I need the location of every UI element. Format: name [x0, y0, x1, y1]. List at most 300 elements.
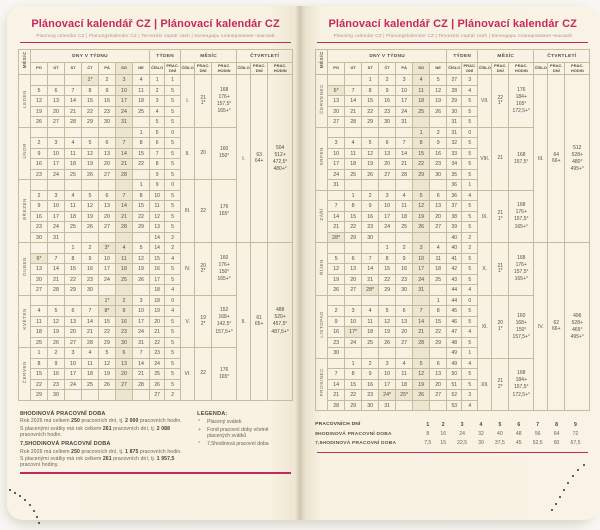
- day-cell: 8: [82, 85, 99, 96]
- day-cell: 6: [430, 358, 447, 369]
- day-cell: 2: [48, 348, 65, 359]
- day-cell: 22: [133, 159, 150, 170]
- day-cell: 11: [362, 316, 379, 327]
- day-cell: [65, 180, 82, 191]
- day-cell: 22: [362, 106, 379, 117]
- week-workdays: 5: [165, 316, 181, 327]
- day-cell: 21: [116, 211, 133, 222]
- workdays-hours-table: [315, 420, 587, 448]
- day-cell: 18: [345, 159, 362, 170]
- day-cell: 6: [99, 138, 116, 149]
- day-cell: 2: [99, 75, 116, 86]
- week-number: 9: [150, 180, 165, 191]
- week-workdays: 0: [462, 295, 478, 306]
- week-number: 3: [150, 96, 165, 107]
- week-workdays: 4: [462, 85, 478, 96]
- week-number: 27: [150, 390, 165, 401]
- day-cell: 17: [328, 159, 345, 170]
- day-cell: 24: [133, 327, 150, 338]
- day-cell: 29: [133, 222, 150, 233]
- day-cell: 12: [413, 369, 430, 380]
- day-cell: 24: [99, 274, 116, 285]
- day-cell: 26: [379, 337, 396, 348]
- footer-rule-right: [317, 452, 588, 453]
- day-cell: 31: [133, 337, 150, 348]
- day-cell: 3: [396, 75, 413, 86]
- day-cell: 16: [362, 379, 379, 390]
- day-cell: 16: [31, 211, 48, 222]
- day-cell: 2: [31, 138, 48, 149]
- day-cell: [396, 232, 413, 243]
- day-cell: 5: [379, 306, 396, 317]
- month-number: IX.: [478, 190, 492, 243]
- day-cell: 9: [82, 253, 99, 264]
- title-rule: [20, 42, 291, 43]
- legend-symbol: +: [198, 426, 202, 433]
- day-cell: [48, 75, 65, 86]
- day-cell: [82, 180, 99, 191]
- week-workdays: 5: [165, 159, 181, 170]
- day-cell: [31, 295, 48, 306]
- week-number: 48: [447, 337, 462, 348]
- day-cell: 17*: [345, 327, 362, 338]
- day-cell: 11: [413, 85, 430, 96]
- workdays-row-label: PRACOVNÍCH DNÍ: [315, 422, 361, 428]
- day-cell: [48, 243, 65, 254]
- day-cell: 3: [48, 138, 65, 149]
- day-cell: 7: [48, 253, 65, 264]
- day-cell: 3: [379, 190, 396, 201]
- day-cell: 16: [116, 316, 133, 327]
- day-cell: 4: [396, 190, 413, 201]
- day-cell: 6: [396, 306, 413, 317]
- day-cell: 7: [116, 190, 133, 201]
- month-hours: 160 176+ 150° 165+°: [212, 243, 237, 296]
- page-subtitle: Planning calendar CZ | Planungskalender CZ | Tervezési naptár cseh | Календарь планирования чешский: [333, 32, 572, 38]
- page-title: Plánovací kalendář CZ | Plánovací kalendár CZ: [328, 18, 577, 30]
- month-hours: 176 184+ 165° 172,5+°: [509, 75, 534, 128]
- day-cell: 6: [99, 190, 116, 201]
- month-workdays: 21 1*: [492, 190, 509, 243]
- workdays-value: 37,5: [494, 440, 505, 447]
- day-cell: 25: [133, 106, 150, 117]
- day-cell: 1: [430, 295, 447, 306]
- sub-header: ČÍSLO: [181, 63, 195, 75]
- day-cell: 29: [362, 117, 379, 128]
- day-cell: 31: [116, 117, 133, 128]
- day-cell: [328, 243, 345, 254]
- day-cell: [379, 348, 396, 359]
- day-cell: 11: [65, 201, 82, 212]
- week-number: 6: [150, 138, 165, 149]
- month-hours: 176 165°: [212, 180, 237, 243]
- quarter-number: II.: [237, 243, 251, 401]
- week-group-header: TÝDEN: [447, 50, 478, 63]
- workdays-value: 5: [498, 421, 502, 428]
- day-cell: 20: [31, 274, 48, 285]
- day-cell: 29: [65, 285, 82, 296]
- day-cell: 24: [328, 169, 345, 180]
- day-cell: 26: [99, 379, 116, 390]
- week-workdays: 4: [462, 190, 478, 201]
- day-name-header: SO: [413, 63, 430, 75]
- summary-block: [20, 411, 192, 438]
- day-cell: [430, 400, 447, 411]
- day-cell: 15: [31, 369, 48, 380]
- month-group-header: MĚSÍC: [478, 50, 534, 63]
- day-cell: 25: [116, 274, 133, 285]
- day-cell: 4: [345, 138, 362, 149]
- day-cell: 6*: [328, 85, 345, 96]
- day-cell: [413, 117, 430, 128]
- day-cell: 25: [413, 106, 430, 117]
- day-cell: [345, 127, 362, 138]
- day-cell: 2: [328, 306, 345, 317]
- week-number: 52: [447, 390, 462, 401]
- legend-items: [197, 419, 291, 448]
- day-cell: 14: [396, 148, 413, 159]
- day-cell: 14: [116, 201, 133, 212]
- week-workdays: 5: [165, 148, 181, 159]
- day-cell: 29: [379, 285, 396, 296]
- legend-item: [197, 419, 291, 425]
- day-cell: [345, 180, 362, 191]
- day-name-header: NE: [430, 63, 447, 75]
- sub-header: PRAC. HODIN: [565, 63, 590, 75]
- day-cell: 24: [345, 337, 362, 348]
- day-cell: 19: [328, 274, 345, 285]
- day-cell: 19: [133, 264, 150, 275]
- week-number: 51: [447, 379, 462, 390]
- workdays-value: 15: [440, 440, 447, 447]
- day-cell: 8*: [99, 306, 116, 317]
- day-cell: 27: [65, 337, 82, 348]
- day-cell: 27: [430, 222, 447, 233]
- month-number: VI.: [181, 348, 195, 401]
- legend-item: [197, 441, 291, 447]
- workdays-value: 16: [440, 431, 447, 438]
- week-number: 13: [150, 222, 165, 233]
- week-number: 31: [447, 117, 462, 128]
- day-cell: 17: [379, 379, 396, 390]
- day-cell: 19: [413, 379, 430, 390]
- day-cell: [413, 232, 430, 243]
- work-hours-summary: [20, 408, 197, 468]
- month-workdays: 22 1*: [492, 75, 509, 128]
- day-cell: 26: [328, 285, 345, 296]
- day-cell: 30: [99, 117, 116, 128]
- week-number: 26: [150, 379, 165, 390]
- day-cell: 5: [413, 190, 430, 201]
- week-workdays: 4: [165, 306, 181, 317]
- day-cell: 4: [362, 306, 379, 317]
- week-workdays: 5: [165, 211, 181, 222]
- day-cell: [82, 127, 99, 138]
- day-cell: 3: [48, 190, 65, 201]
- day-cell: 6: [116, 348, 133, 359]
- day-cell: 12: [99, 358, 116, 369]
- day-cell: 27: [99, 169, 116, 180]
- sub-header: ČÍSLO: [150, 63, 165, 75]
- day-cell: 21: [82, 327, 99, 338]
- day-cell: 27: [345, 285, 362, 296]
- day-name-header: ST: [65, 63, 82, 75]
- day-cell: 21: [116, 159, 133, 170]
- day-cell: 25: [396, 222, 413, 233]
- day-cell: 18: [362, 327, 379, 338]
- day-cell: 10: [379, 369, 396, 380]
- day-name-header: PO: [328, 63, 345, 75]
- week-workdays: 5: [165, 358, 181, 369]
- day-cell: 19: [430, 96, 447, 107]
- day-cell: 16: [379, 96, 396, 107]
- week-workdays: 5: [165, 96, 181, 107]
- month-hours: 168 176+ 157,5° 165+°: [212, 75, 237, 128]
- month-column-header: MĚSÍC: [19, 50, 31, 75]
- day-cell: 21: [65, 106, 82, 117]
- week-number: 37: [447, 201, 462, 212]
- day-cell: 10: [65, 358, 82, 369]
- day-cell: 28: [116, 222, 133, 233]
- workdays-value: 72: [572, 431, 579, 438]
- day-cell: 7: [82, 306, 99, 317]
- day-name-header: ČT: [82, 63, 99, 75]
- sub-header: ČÍSLO: [534, 63, 548, 75]
- day-cell: [99, 180, 116, 191]
- month-number: I.: [181, 75, 195, 128]
- footer-rule-left: [20, 472, 291, 473]
- day-cell: [65, 127, 82, 138]
- day-cell: 18: [396, 211, 413, 222]
- week-workdays: 0: [462, 127, 478, 138]
- day-name-header: PÁ: [396, 63, 413, 75]
- day-cell: 1*: [82, 75, 99, 86]
- week-number: 40: [447, 243, 462, 254]
- week-workdays: 5: [165, 379, 181, 390]
- day-cell: 22: [345, 390, 362, 401]
- month-workdays: 21 1*: [492, 243, 509, 296]
- left-footer: [18, 408, 293, 468]
- day-cell: 12: [133, 253, 150, 264]
- week-number: 14: [150, 243, 165, 254]
- day-cell: 21: [328, 222, 345, 233]
- day-cell: 30: [396, 285, 413, 296]
- day-cell: 18: [116, 264, 133, 275]
- month-name: ČERVENEC: [316, 75, 328, 128]
- month-hours: 168 184+ 157,5° 172,5+°: [509, 358, 534, 411]
- week-workdays: 5: [165, 106, 181, 117]
- quarter-hours: 504 512+ 472,5° 480+°: [268, 75, 293, 243]
- week-workdays: 5: [165, 264, 181, 275]
- calendar-table-jul-dec: [315, 49, 590, 411]
- day-cell: 23: [396, 274, 413, 285]
- sub-header: PRAC. HODIN: [268, 63, 293, 75]
- day-cell: 30: [31, 232, 48, 243]
- month-hours: 168 157,5°: [509, 127, 534, 190]
- day-cell: 14: [133, 358, 150, 369]
- day-cell: 3*: [99, 243, 116, 254]
- day-cell: 14: [82, 316, 99, 327]
- day-cell: [430, 180, 447, 191]
- day-cell: 4: [65, 138, 82, 149]
- day-cell: 19: [362, 159, 379, 170]
- day-cell: [413, 180, 430, 191]
- day-cell: 15: [345, 379, 362, 390]
- week-workdays: 5: [462, 316, 478, 327]
- day-cell: 20: [379, 159, 396, 170]
- day-cell: [396, 127, 413, 138]
- day-cell: [430, 348, 447, 359]
- week-number: 49: [447, 348, 462, 359]
- day-cell: 12: [48, 316, 65, 327]
- sub-header: PRAC. DNÍ: [548, 63, 565, 75]
- day-cell: 13: [99, 148, 116, 159]
- day-cell: 21: [48, 274, 65, 285]
- day-cell: 2: [362, 190, 379, 201]
- month-workdays: 20: [195, 127, 212, 180]
- day-cell: 2: [396, 243, 413, 254]
- day-cell: [65, 390, 82, 401]
- week-workdays: 2: [165, 232, 181, 243]
- day-cell: 8: [31, 358, 48, 369]
- sub-header: PRAC. DNÍ: [166, 63, 179, 73]
- day-cell: 5: [362, 138, 379, 149]
- day-cell: 14: [65, 96, 82, 107]
- day-cell: 17: [48, 211, 65, 222]
- day-cell: 3: [328, 138, 345, 149]
- day-cell: 10: [116, 85, 133, 96]
- day-cell: 2: [430, 127, 447, 138]
- week-workdays: 2: [462, 232, 478, 243]
- day-cell: 30: [116, 337, 133, 348]
- day-name-header: ÚT: [48, 63, 65, 75]
- day-cell: 8: [345, 201, 362, 212]
- month-name: SRPEN: [316, 127, 328, 190]
- month-name: PROSINEC: [316, 358, 328, 411]
- day-cell: 1: [31, 348, 48, 359]
- week-workdays: 5: [462, 369, 478, 380]
- day-cell: [31, 180, 48, 191]
- day-cell: 29: [430, 337, 447, 348]
- workdays-table-row: [315, 430, 587, 439]
- day-cell: 31: [328, 180, 345, 191]
- day-cell: [362, 295, 379, 306]
- day-cell: 23: [48, 379, 65, 390]
- week-number: 35: [447, 169, 462, 180]
- day-cell: 22: [65, 274, 82, 285]
- day-cell: 28: [133, 379, 150, 390]
- month-workdays: 20 2*: [195, 243, 212, 296]
- workdays-value: 56: [534, 431, 541, 438]
- month-name: DUBEN: [19, 243, 31, 296]
- legend-symbol: *: [198, 418, 201, 425]
- week-workdays: 5: [165, 327, 181, 338]
- week-number: 28: [447, 85, 462, 96]
- day-cell: [116, 390, 133, 401]
- day-cell: 12: [31, 96, 48, 107]
- week-workdays: 2: [165, 243, 181, 254]
- month-workdays: 20 1*: [492, 295, 509, 358]
- page-title: Plánovací kalendář CZ | Plánovací kalendár CZ: [31, 18, 280, 30]
- day-cell: 17: [99, 264, 116, 275]
- day-cell: 26: [413, 390, 430, 401]
- day-cell: 12: [430, 85, 447, 96]
- day-cell: 4: [82, 348, 99, 359]
- month-column-header: MĚSÍC: [316, 50, 328, 75]
- day-cell: 27: [379, 169, 396, 180]
- day-cell: 21: [413, 327, 430, 338]
- day-cell: 5: [48, 306, 65, 317]
- week-number: 29: [447, 96, 462, 107]
- day-cell: 2: [31, 190, 48, 201]
- day-cell: 18: [65, 211, 82, 222]
- workdays-row-label: 7,5HODINOVÁ PRACOVNÍ DOBA: [315, 440, 397, 446]
- week-number: 5: [150, 127, 165, 138]
- day-cell: 25: [345, 169, 362, 180]
- day-cell: 30: [430, 169, 447, 180]
- day-cell: 16: [362, 211, 379, 222]
- day-cell: 13: [31, 264, 48, 275]
- day-cell: 26: [82, 222, 99, 233]
- day-cell: 23: [362, 222, 379, 233]
- week-number: 17: [150, 274, 165, 285]
- day-cell: 12: [328, 264, 345, 275]
- quarter-workdays: 63 64+: [251, 75, 268, 243]
- legend-title: LEGENDA:: [197, 410, 228, 417]
- day-cell: 25: [362, 337, 379, 348]
- week-workdays: 5: [462, 211, 478, 222]
- day-cell: 4: [31, 306, 48, 317]
- day-cell: 22: [430, 327, 447, 338]
- sub-header: ČÍSLO: [447, 63, 462, 75]
- day-cell: 6: [65, 306, 82, 317]
- week-number: 33: [447, 148, 462, 159]
- month-number: VIII.: [478, 127, 492, 190]
- day-cell: 3: [345, 306, 362, 317]
- quarter-hours: 488 520+ 457,5° 487,5+°: [268, 243, 293, 401]
- day-cell: [396, 180, 413, 191]
- day-cell: 16: [82, 264, 99, 275]
- day-cell: 5: [82, 190, 99, 201]
- week-number: 27: [447, 75, 462, 86]
- week-workdays: 5: [165, 369, 181, 380]
- day-cell: 1: [413, 127, 430, 138]
- day-cell: [99, 390, 116, 401]
- summary-line: S placenými svátky má rok celkem 261 pracovních dní, tj. 2 088 pracovních hodin.: [20, 426, 171, 439]
- day-cell: [379, 127, 396, 138]
- day-cell: 28: [396, 169, 413, 180]
- day-cell: 15: [345, 211, 362, 222]
- quarter-group-header: ČTVRTLETÍ: [237, 50, 293, 63]
- day-cell: 19: [48, 327, 65, 338]
- day-cell: 27: [328, 117, 345, 128]
- day-cell: 15: [362, 96, 379, 107]
- week-number: 30: [447, 106, 462, 117]
- day-cell: 18: [413, 96, 430, 107]
- day-cell: [413, 400, 430, 411]
- day-name-header: PO: [31, 63, 48, 75]
- day-cell: 10: [379, 201, 396, 212]
- day-cell: 22: [379, 274, 396, 285]
- day-cell: 16: [396, 264, 413, 275]
- day-cell: 1: [345, 190, 362, 201]
- day-cell: 29: [345, 232, 362, 243]
- day-cell: 30: [379, 117, 396, 128]
- day-cell: [133, 390, 150, 401]
- week-number: 8: [150, 159, 165, 170]
- day-cell: [396, 348, 413, 359]
- day-cell: 25*: [396, 390, 413, 401]
